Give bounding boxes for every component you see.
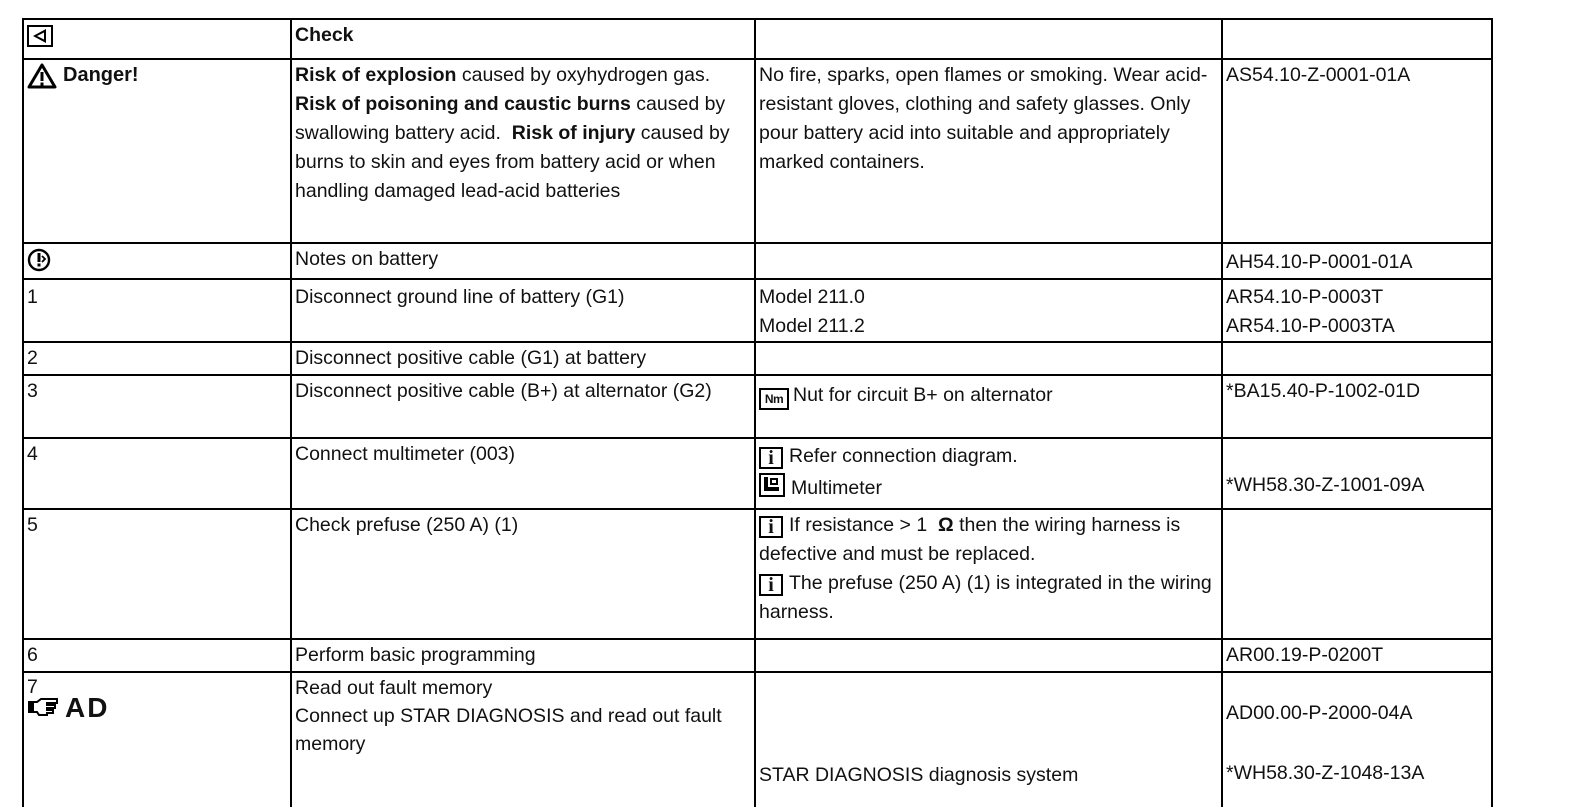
- danger-label: Danger!: [63, 64, 139, 87]
- danger-risks: [291, 59, 755, 243]
- info-icon: i: [759, 447, 783, 469]
- risk-poisoning-bold: Risk of poisoning and caustic burns: [295, 93, 631, 115]
- notes-icon-cell: [23, 243, 291, 279]
- step-text: Disconnect positive cable (B+) at alternator (G2): [291, 375, 755, 438]
- risk-injury-bold: Risk of injury: [511, 122, 636, 144]
- header-cell-empty-3: [755, 19, 1222, 59]
- step-ref-empty: [1222, 509, 1492, 639]
- step-row-7: [23, 672, 1492, 807]
- step-ref: AR00.19-P-0200T: [1222, 639, 1492, 672]
- ref-a: AR54.10-P-0003T: [1226, 286, 1384, 308]
- notes-ref: AH54.10-P-0001-01A: [1222, 243, 1492, 279]
- step-number: 3: [23, 375, 291, 438]
- step-ref: [1222, 279, 1492, 342]
- danger-ref: AS54.10-Z-0001-01A: [1222, 59, 1492, 243]
- step-text: Disconnect ground line of battery (G1): [291, 279, 755, 342]
- header-cell-icon: [23, 19, 291, 59]
- step-detail-empty: [755, 639, 1222, 672]
- resistance-text-post: then the wiring harness is defective and must be replaced.: [759, 514, 1181, 565]
- step-row-2: [23, 342, 1492, 375]
- step-ref: *WH58.30-Z-1001-09A: [1222, 438, 1492, 509]
- risk-poisoning-text: caused by swallowing battery acid.: [295, 93, 726, 144]
- step-number: 7: [27, 676, 38, 698]
- header-check: Check: [291, 19, 755, 59]
- step-detail: [755, 279, 1222, 342]
- step-text: Connect multimeter (003): [291, 438, 755, 509]
- detail-line-prefuse: [759, 569, 1218, 627]
- step-row-4: [23, 438, 1492, 509]
- step-number: 2: [23, 342, 291, 375]
- step-row-5: [23, 509, 1492, 639]
- risk-injury-text: caused by burns to skin and eyes from battery acid or when handling damaged lead-acid batteries: [295, 122, 730, 202]
- danger-row: [23, 59, 1492, 243]
- step-ref: [1222, 672, 1492, 807]
- prefuse-text: The prefuse (250 A) (1) is integrated in the wiring harness.: [759, 572, 1212, 623]
- step-ref: *BA15.40-P-1002-01D: [1222, 375, 1492, 438]
- detail-model-211-2: Model 211.2: [759, 315, 865, 337]
- step-text: Perform basic programming: [291, 639, 755, 672]
- danger-label-cell: [23, 59, 291, 243]
- step-number: 5: [23, 509, 291, 639]
- step-text-a: Read out fault memory: [295, 677, 493, 699]
- table-header-row: [23, 19, 1492, 59]
- ref-b: *WH58.30-Z-1048-13A: [1226, 762, 1425, 784]
- ref-a: AD00.00-P-2000-04A: [1226, 702, 1413, 724]
- step-number: 1: [23, 279, 291, 342]
- step-row-3: [23, 375, 1492, 438]
- resistance-text-pre: If resistance > 1: [789, 514, 928, 536]
- detail-line-a: [759, 440, 1218, 472]
- detail-model-211-0: Model 211.0: [759, 286, 865, 308]
- step-detail: [755, 438, 1222, 509]
- notes-circle-icon: [27, 248, 51, 272]
- pointing-hand-icon: [27, 697, 61, 719]
- step-row-6: [23, 639, 1492, 672]
- detail-text-a: Refer connection diagram.: [789, 445, 1018, 467]
- notes-row: [23, 243, 1492, 279]
- step-detail: [755, 509, 1222, 639]
- risk-explosion-text: caused by oxyhydrogen gas.: [456, 64, 711, 86]
- ad-badge: [27, 692, 287, 723]
- warning-triangle-icon: [27, 63, 57, 89]
- step-text: Check prefuse (250 A) (1): [291, 509, 755, 639]
- step-detail: [755, 375, 1222, 438]
- step-text-b: Connect up STAR DIAGNOSIS and read out fault memory: [295, 705, 722, 755]
- notes-cell-empty: [755, 243, 1222, 279]
- notes-text: Notes on battery: [291, 243, 755, 279]
- risk-explosion-bold: Risk of explosion: [295, 64, 457, 86]
- ad-label: AD: [65, 692, 110, 723]
- step-number: 6: [23, 639, 291, 672]
- detail-line-b: [759, 472, 1218, 504]
- info-icon: i: [759, 516, 783, 538]
- step-detail-empty: [755, 342, 1222, 375]
- info-icon: i: [759, 574, 783, 596]
- danger-instructions: No fire, sparks, open flames or smoking. Wear acid-resistant gloves, clothing and safety glasses. Only pour battery acid into suitable and appropriately marked containers.: [755, 59, 1222, 243]
- detail-text-b: Multimeter: [791, 477, 883, 499]
- header-cell-empty-4: [1222, 19, 1492, 59]
- step-row-1: [23, 279, 1492, 342]
- step-text: Disconnect positive cable (G1) at battery: [291, 342, 755, 375]
- step-detail: [755, 672, 1222, 807]
- procedure-table: [22, 18, 1493, 807]
- detail-text: Nut for circuit B+ on alternator: [793, 384, 1053, 406]
- torque-nm-icon: Nm: [759, 388, 789, 410]
- ohm-symbol: Ω: [938, 514, 954, 536]
- ref-b: AR54.10-P-0003TA: [1226, 315, 1395, 337]
- multimeter-tool-icon: [759, 473, 785, 497]
- step-number: 4: [23, 438, 291, 509]
- step-text: [291, 672, 755, 807]
- step-number-cell: [23, 672, 291, 807]
- step-ref-empty: [1222, 342, 1492, 375]
- detail-text: STAR DIAGNOSIS diagnosis system: [759, 764, 1079, 786]
- back-arrow-icon: [27, 25, 53, 47]
